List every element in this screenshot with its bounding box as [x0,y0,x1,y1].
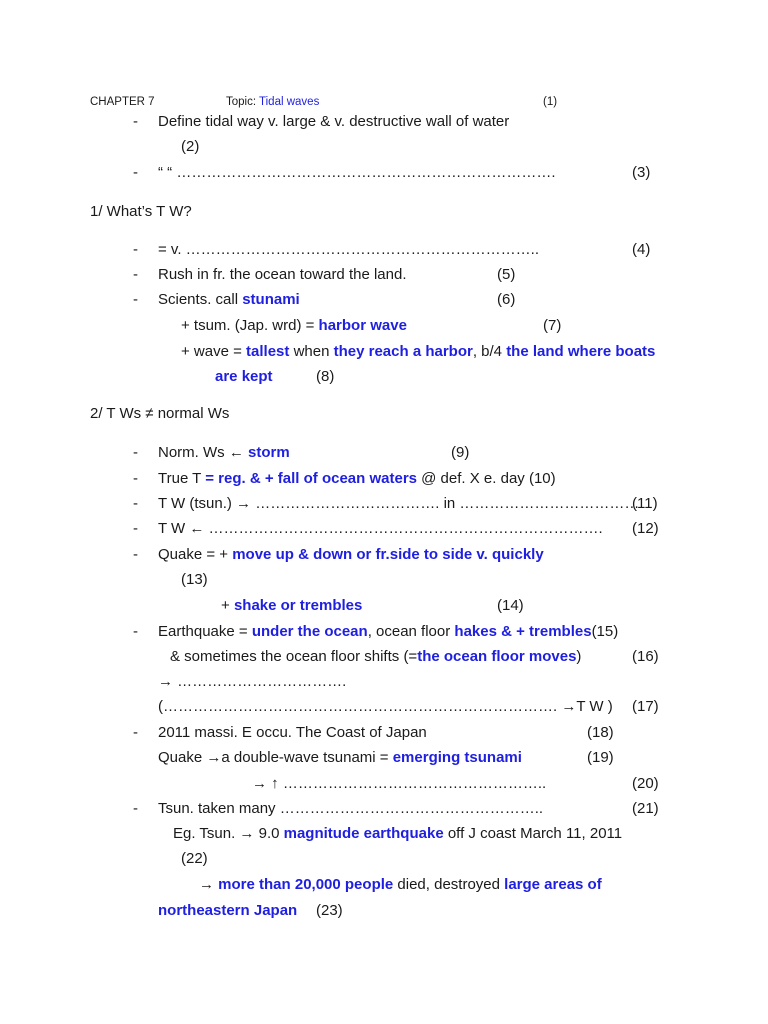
item-number: (21) [632,800,659,817]
highlight-text: under the ocean [251,623,368,640]
text: + [221,597,234,614]
topic-line [226,92,319,112]
text: Earthquake = [158,623,252,640]
text: True T [158,470,206,487]
line-20: → ↑ …………………………………………….. [252,775,547,792]
text: , ocean floor [367,623,455,640]
highlight-text: storm [248,444,290,461]
highlight-text: tallest [246,343,290,360]
line-8 [181,342,655,362]
item-number: (23) [316,902,343,919]
item-number: (8) [316,368,335,385]
line-16-arrow: → ……………………………. [158,673,347,690]
text: Norm. Ws ← [158,444,248,461]
line-12: T W ← ……………………………………………………………………. [158,520,603,537]
line-16 [170,647,581,667]
bullet-dash: - [133,520,138,537]
line-11: T W (tsun.) → ………………………………. in ……………………………… [158,495,640,512]
topic-label: Topic: [226,96,260,108]
highlight-text: emerging tsunami [392,749,522,766]
line-13 [158,545,544,565]
item-number: (1) [543,96,558,108]
bullet-dash: - [133,291,138,308]
item-number: (2) [181,138,200,155]
bullet-dash: - [133,495,138,512]
item-number: (14) [497,597,524,614]
line-23-cont [158,901,297,921]
text: + wave = [181,343,247,360]
item-number: (7) [543,317,562,334]
line-19 [158,748,522,768]
bullet-dash: - [133,470,138,487]
line-8-cont [215,367,273,387]
text: ) [576,648,582,665]
item-number: (9) [451,444,470,461]
text: off J coast March 11, 2011 [443,825,623,842]
bullet-dash: - [133,113,138,130]
item-number: (13) [181,571,208,588]
highlight-text: stunami [242,291,300,308]
topic-value: Tidal waves [259,96,320,108]
item-number: (18) [587,724,614,741]
highlight-text: hakes & + trembles [454,623,592,640]
line-3: “ “ …………………………………………………………………. [158,164,556,181]
bullet-dash: - [133,444,138,461]
highlight-text: shake or trembles [233,597,363,614]
line-9 [158,443,290,463]
section-heading-2: 2/ T Ws ≠ normal Ws [90,405,230,422]
text: & sometimes the ocean floor shifts (= [170,648,418,665]
line-22 [173,824,622,844]
item-number: (6) [497,291,516,308]
item-number: (22) [181,850,208,867]
line-6 [158,290,300,310]
bullet-dash: - [133,724,138,741]
item-number: (17) [632,698,659,715]
highlight-text: magnitude earthquake [283,825,444,842]
item-number: (20) [632,775,659,792]
item-number: (3) [632,164,651,181]
item-number: (19) [587,749,614,766]
line-10 [158,469,556,489]
line-14 [221,596,362,616]
text: Eg. Tsun. → 9.0 [173,825,284,842]
highlight-text: the land where boats [506,343,656,360]
bullet-dash: - [133,800,138,817]
line-18: 2011 massi. E occu. The Coast of Japan [158,724,427,741]
bullet-dash: - [133,623,138,640]
line-4: = v. …………………………………………………………….. [158,241,539,258]
line-7 [181,316,407,336]
text: Quake = + [158,546,233,563]
item-number: (5) [497,266,516,283]
line-23 [199,875,602,895]
text: + tsum. (Jap. wrd) = [181,317,319,334]
text: Quake →a double-wave tsunami = [158,749,393,766]
line-17: (……………………………………………………………………. →T W ) [158,698,613,715]
highlight-text: = reg. & + fall of ocean waters [205,470,417,487]
item-number: (15) [591,623,619,640]
text: Scients. call [158,291,243,308]
highlight-text: more than 20,000 people [218,876,394,893]
line-1: Define tidal way v. large & v. destructive wall of water [158,113,510,130]
highlight-text: move up & down or fr.side to side v. quickly [232,546,544,563]
bullet-dash: - [133,241,138,258]
item-number: (12) [632,520,659,537]
line-15 [158,622,618,642]
highlight-text: large areas of [504,876,602,893]
text: died, destroyed [393,876,505,893]
line-5: Rush in fr. the ocean toward the land. [158,266,407,283]
section-heading-1: 1/ What’s T W? [90,203,192,220]
highlight-text: they reach a harbor [333,343,473,360]
text: when [289,343,334,360]
bullet-dash: - [133,164,138,181]
bullet-dash: - [133,266,138,283]
highlight-text: harbor wave [318,317,407,334]
text: , b/4 [472,343,507,360]
text: → [199,876,219,893]
highlight-text: the ocean floor moves [417,648,577,665]
highlight-text: are kept [215,368,273,385]
item-number: (16) [632,648,659,665]
chapter-label: CHAPTER 7 [90,96,155,108]
bullet-dash: - [133,546,138,563]
line-21: Tsun. taken many …………………………………………….. [158,800,544,817]
highlight-text: northeastern Japan [158,902,298,919]
item-number: (11) [632,495,658,512]
text: @ def. X e. day (10) [417,470,556,487]
item-number: (4) [632,241,651,258]
